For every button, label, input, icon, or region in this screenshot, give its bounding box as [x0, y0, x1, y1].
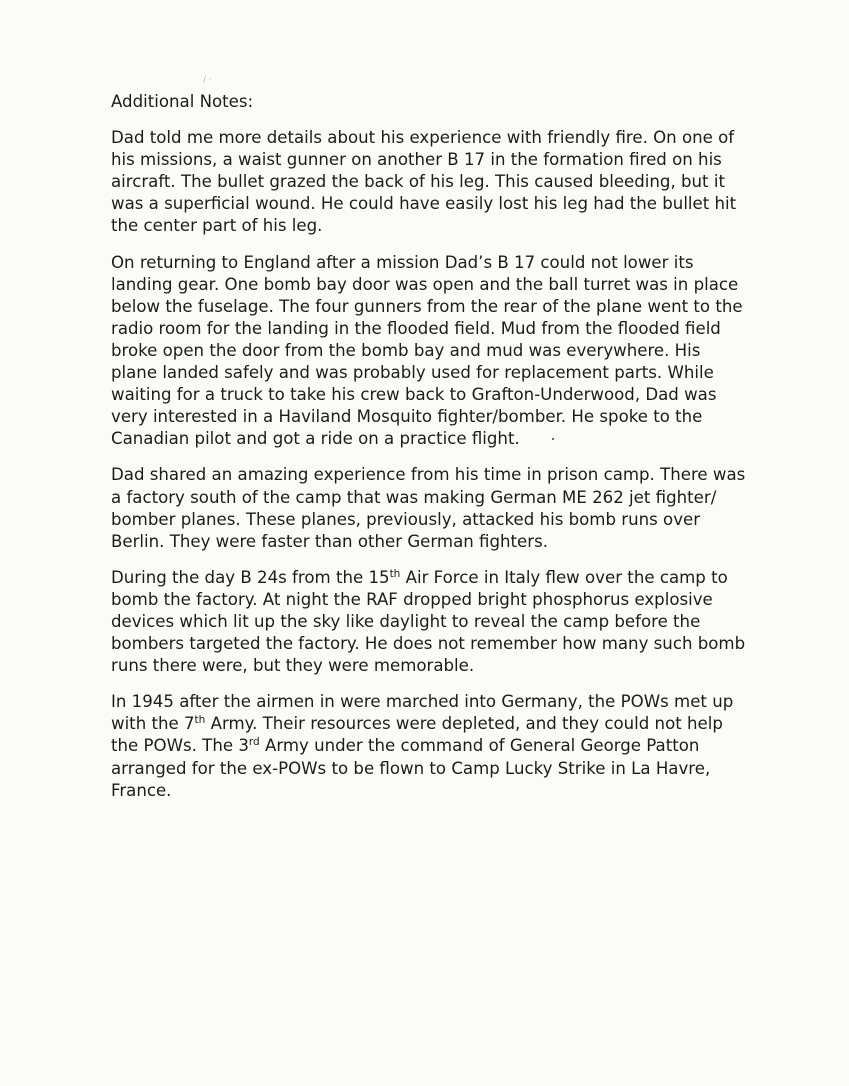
text-line: broke open the door from the bomb bay and mud was everywhere. His [111, 340, 701, 360]
line-text-before: with the 7 [111, 714, 195, 734]
text-line: bombers targeted the factory. He does not remember how many such bomb [111, 634, 746, 654]
paragraph-1 [111, 127, 771, 237]
text-line: below the fuselage. The four gunners from the rear of the plane went to the [111, 296, 743, 316]
text-line: Dad shared an amazing experience from his time in prison camp. There was [111, 465, 746, 485]
text-line: aircraft. The bullet grazed the back of his leg. This caused bleeding, but it [111, 172, 725, 192]
text-line: a factory south of the camp that was making German ME 262 jet fighter/ [111, 487, 717, 507]
text-line: In 1945 after the airmen in were marched into Germany, the POWs met up [111, 692, 734, 712]
text-line: landing gear. One bomb bay door was open and the ball turret was in place [111, 274, 739, 294]
document-heading: Additional Notes: [111, 92, 254, 111]
text-line: his missions, a waist gunner on another B 17 in the formation fired on his [111, 150, 722, 170]
stray-dot [552, 438, 554, 440]
text-line: radio room for the landing in the flooded field. Mud from the flooded field [111, 318, 721, 338]
line-text-before: the POWs. The 3 [111, 736, 249, 756]
text-line: was a superficial wound. He could have easily lost his leg had the bullet hit [111, 194, 737, 214]
text-line: devices which lit up the sky like daylight to reveal the camp before the [111, 611, 701, 631]
paragraph-5 [111, 691, 771, 801]
ordinal-superscript: rd [248, 736, 260, 749]
text-line: On returning to England after a mission Dad’s B 17 could not lower its [111, 252, 694, 272]
line-text-after: Air Force in Italy flew over the camp to [400, 567, 728, 587]
text-line-with-superscript [111, 567, 771, 589]
text-line: Dad told me more details about his experience with friendly fire. On one of [111, 128, 735, 148]
pencil-mark: / · [203, 75, 212, 85]
text-line: very interested in a Haviland Mosquito fighter/bomber. He spoke to the [111, 407, 703, 427]
paragraph-2 [111, 252, 771, 451]
text-line-with-superscript [111, 713, 771, 735]
paragraph-3 [111, 464, 771, 552]
text-line: waiting for a truck to take his crew back to Grafton-Underwood, Dad was [111, 385, 717, 405]
ordinal-superscript: th [194, 714, 206, 727]
line-text-before: During the day B 24s from the 15 [111, 567, 390, 587]
text-line-with-superscript [111, 735, 771, 757]
text-line: arranged for the ex-POWs to be flown to Camp Lucky Strike in La Havre, [111, 758, 711, 778]
paragraph-4 [111, 567, 771, 677]
text-line: Berlin. They were faster than other German fighters. [111, 531, 548, 551]
document-body [111, 91, 771, 816]
text-line: Canadian pilot and got a ride on a practice flight. [111, 429, 520, 449]
text-line: plane landed safely and was probably used for replacement parts. While [111, 363, 714, 383]
ordinal-superscript: th [389, 567, 401, 580]
text-line: the center part of his leg. [111, 216, 323, 236]
text-line: France. [111, 780, 172, 800]
text-line: bomber planes. These planes, previously, attacked his bomb runs over [111, 509, 701, 529]
line-text-after: Army. Their resources were depleted, and they could not help [205, 714, 723, 734]
text-line: runs there were, but they were memorable. [111, 656, 475, 676]
text-line: bomb the factory. At night the RAF dropped bright phosphorus explosive [111, 589, 713, 609]
line-text-after: Army under the command of General George Patton [259, 736, 700, 756]
